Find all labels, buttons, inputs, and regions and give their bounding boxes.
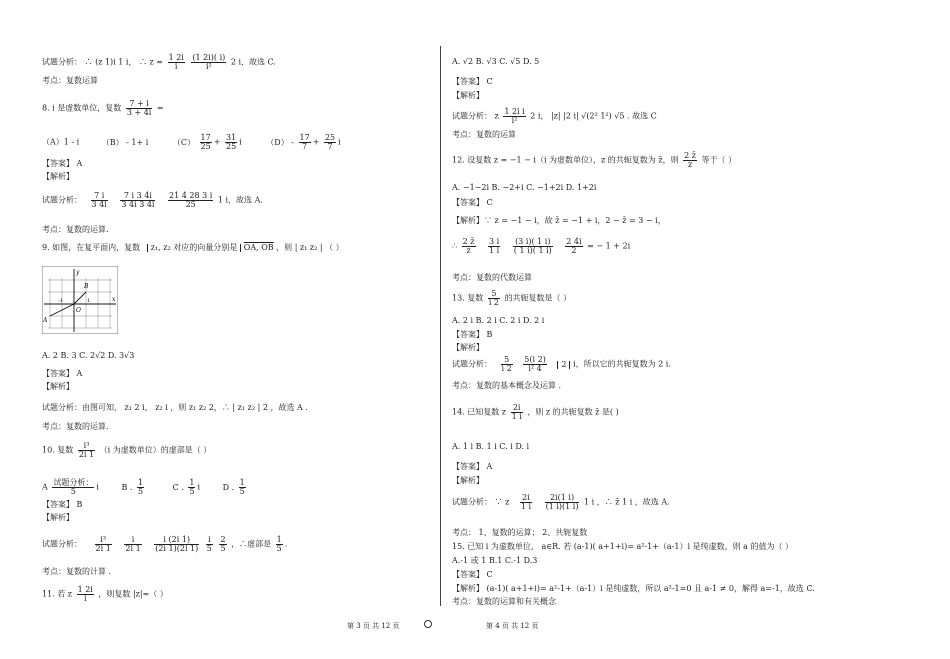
den: 5 xyxy=(239,487,245,496)
text: 2 i，故选 C. xyxy=(230,57,276,67)
text: . xyxy=(284,539,288,549)
num: (3 i)( 1 i) xyxy=(513,238,553,247)
q10-options xyxy=(42,479,248,496)
text: z₁, z₂ 对应的向量分别是 xyxy=(147,244,241,252)
num: 2i xyxy=(520,494,532,503)
text: ，则复数 |z|=（ ） xyxy=(98,589,168,599)
den: i 2 xyxy=(501,364,512,373)
graph-label: B xyxy=(84,283,89,290)
graph-label: A xyxy=(43,317,48,324)
fraction xyxy=(513,238,553,255)
den: i xyxy=(83,594,87,603)
num: 17 xyxy=(200,133,211,142)
num: 3 i xyxy=(489,237,500,246)
q9-options: A. 2 B. 3 C. 2√2 D. 3√3 xyxy=(42,351,135,360)
page-footer-right: 第 4 页 共 12 页 xyxy=(486,622,539,630)
kaodian: 考点：复数的代数运算 xyxy=(452,273,532,282)
q11-stem xyxy=(42,586,168,603)
den: i² 4 xyxy=(528,364,542,373)
text: 8. i 是虚数单位，复数 xyxy=(42,103,122,113)
den: 3 4i xyxy=(91,200,107,209)
num: 1 2i xyxy=(168,53,184,62)
fraction xyxy=(488,290,500,307)
den: 25 xyxy=(225,142,237,151)
q9-analysis: 试题分析：由图可知， z₁ 2 i， z₂ i ，则 z₁ z₂ 2，∴ | z₁ z₂ | 2 ，故选 A . xyxy=(42,403,308,412)
num: 2i(1 i) xyxy=(545,494,580,503)
num: 7 i 3 4i xyxy=(120,192,155,201)
kaodian: 考点：复数的运算 xyxy=(452,130,516,139)
fraction xyxy=(168,54,185,71)
num: (1 2i)( i) xyxy=(192,53,226,62)
text: 等于（ ） xyxy=(701,155,737,165)
num: 1 2i i xyxy=(504,107,525,116)
fraction xyxy=(324,134,336,151)
analysis-label: 【解析】 xyxy=(42,513,74,522)
num: 1 xyxy=(137,478,144,487)
kaodian: 考点：复数的运算和有关概念 xyxy=(452,597,556,606)
num: 试题分析： xyxy=(53,478,94,487)
graph-label: y xyxy=(76,269,80,276)
q12-stem xyxy=(452,152,736,169)
graph-label: -1 xyxy=(58,298,63,304)
q15-options: A.-1 或 1 B.1 C.-1 D.3 xyxy=(452,556,538,565)
num: 31 xyxy=(225,133,237,142)
fraction xyxy=(488,238,500,255)
den: 25 xyxy=(185,200,196,209)
text: 2 i， |z| |2 i| √(2² 1²) √5 . 故选 C xyxy=(530,111,657,121)
den: i 2 xyxy=(488,298,500,307)
fraction xyxy=(95,536,112,553)
grid-graph xyxy=(42,266,118,334)
answer: 【答案】 C xyxy=(452,570,493,579)
num: 17 xyxy=(299,133,310,142)
fraction xyxy=(120,192,155,209)
fraction xyxy=(683,152,697,169)
num: 5 xyxy=(488,290,500,299)
fraction xyxy=(191,54,226,71)
text: 试题分析： xyxy=(452,359,492,369)
text: 10. 复数 xyxy=(42,445,74,455)
num: i xyxy=(124,536,141,545)
num: 2 z̄ xyxy=(684,151,696,160)
page-footer-left: 第 3 页 共 12 页 xyxy=(347,622,400,630)
fraction xyxy=(501,356,513,373)
text: （i 为虚数单位）的虚部是（ ） xyxy=(99,445,212,455)
text: ∴ xyxy=(452,241,458,251)
num: 2i xyxy=(511,404,523,413)
den: (2i 1)(2i 1) xyxy=(155,544,199,553)
text: 1 i，故选 A. xyxy=(217,195,263,205)
text: 14. 已知复数 z xyxy=(452,407,507,417)
den: 25 xyxy=(200,142,211,151)
analysis-label: 【解析】 xyxy=(452,91,484,100)
kaodian: 考点：复数的计算 . xyxy=(42,567,112,576)
den: 2i 1 xyxy=(125,544,141,553)
graph-label: O xyxy=(76,307,81,314)
kaodian: 考点：复数的基本概念及运算 . xyxy=(452,381,562,390)
fraction xyxy=(137,479,144,496)
fraction xyxy=(168,192,213,209)
text: 11. 若 z xyxy=(42,589,73,599)
answer: 【答案】 A xyxy=(42,159,83,168)
q8-analysis xyxy=(42,192,263,209)
num: 1 xyxy=(239,478,245,487)
num: 1 xyxy=(189,478,195,487)
fraction xyxy=(239,479,246,496)
text: 试题分析： z xyxy=(452,111,499,121)
fraction xyxy=(206,536,213,553)
num: i (2i 1) xyxy=(154,536,199,545)
text: 9. 如图，在复平面内，复数 xyxy=(42,243,141,252)
fraction xyxy=(503,108,525,125)
den: 5 xyxy=(276,544,282,553)
fraction xyxy=(52,479,94,496)
den: 7 xyxy=(302,142,308,151)
den: (1 i)(1 i) xyxy=(545,502,579,511)
den: 5 xyxy=(137,487,144,496)
den: ( 1 i)( 1 i) xyxy=(513,246,552,255)
den: 2i 1 xyxy=(78,450,95,459)
q15-analysis: 【解析】 (a-1)( a+1+i)= a²-1+（a-1）i 是纯虚数，所以 a²-1=0 且 a-1 ≠ 0，解得 a=-1，故选 C. xyxy=(452,584,815,593)
text: 试题分析： xyxy=(42,539,82,549)
q12-analysis: 【解析】∵ z = −1 − i，故 z̄ = −1 + i，2 − z̄ = 3 − i， xyxy=(452,216,666,225)
text: ，则 | z₁ z₂ | （ ） xyxy=(276,243,344,252)
q10-analysis xyxy=(42,536,287,553)
text: i xyxy=(197,482,201,492)
q13-options: A. 2 i B. 2 i C. 2 i D. 2 i xyxy=(452,316,545,325)
fraction xyxy=(78,442,95,459)
graph-label: 1 xyxy=(87,298,91,304)
column-divider xyxy=(440,46,441,606)
answer: 【答案】 A xyxy=(452,462,493,471)
q9-stem xyxy=(42,244,344,252)
num: i³ xyxy=(78,442,95,451)
text: = xyxy=(156,103,164,113)
q14-stem xyxy=(452,404,619,421)
fraction xyxy=(188,479,195,496)
text: ，则 z 的共轭复数 z̄ 是( ) xyxy=(527,407,619,417)
fraction xyxy=(511,404,523,421)
answer: 【答案】 C xyxy=(452,77,493,86)
den: z xyxy=(466,246,471,255)
num: i xyxy=(206,536,213,545)
q13-stem xyxy=(452,290,571,307)
q14-options: A. 1 i B. 1 i C. i D. i xyxy=(452,442,530,451)
option-c: C . xyxy=(172,482,184,492)
text: i，所以它的共轭复数为 2 i. xyxy=(573,359,671,369)
option-b: （B） - 1+ i xyxy=(101,137,149,147)
q8-stem xyxy=(42,100,164,117)
fraction xyxy=(200,134,212,151)
line-analysis xyxy=(42,54,276,71)
num: 7 i xyxy=(91,192,108,201)
text: i xyxy=(338,137,341,147)
fraction xyxy=(219,536,226,553)
answer: 【答案】 A xyxy=(42,369,83,378)
complex-plane-figure xyxy=(42,266,118,334)
answer: 【答案】 C xyxy=(452,198,493,207)
analysis-label: 【解析】 xyxy=(42,172,74,181)
graph-label: x xyxy=(112,296,116,303)
text: 的共轭复数是（ ） xyxy=(504,293,572,303)
center-circle-icon xyxy=(424,620,432,628)
option-a: （A）1 - i xyxy=(42,137,80,147)
answer: 【答案】 B xyxy=(452,330,493,339)
kaodian: 考点：复数的运算. xyxy=(42,422,109,431)
fraction xyxy=(276,536,283,553)
fraction xyxy=(520,494,532,511)
kaodian: 考点：复数的运算. xyxy=(42,225,109,234)
fraction xyxy=(545,494,580,511)
text: 1 i ，∴ z̄ 1 i ，故选 A. xyxy=(584,497,670,507)
text: 试题分析： ∵ z xyxy=(452,497,510,507)
text: i xyxy=(96,482,99,492)
den: i² xyxy=(205,62,212,71)
q11-analysis xyxy=(452,108,657,125)
num: i³ xyxy=(95,536,112,545)
den: z xyxy=(687,160,693,169)
fraction xyxy=(154,536,199,553)
text: 试题分析： xyxy=(42,195,82,205)
fraction xyxy=(91,192,108,209)
option-a: A xyxy=(42,482,48,492)
fraction xyxy=(77,586,94,603)
q10-stem xyxy=(42,442,211,459)
num: 5 xyxy=(501,356,513,365)
num: 7 + i xyxy=(126,100,153,109)
fraction xyxy=(565,238,582,255)
den: i xyxy=(174,62,178,71)
num: 2 4i xyxy=(566,237,582,246)
den: 1 i xyxy=(520,502,532,511)
den: 5 xyxy=(220,544,226,553)
den: 2i 1 xyxy=(95,544,111,553)
vector-label: OA, OB xyxy=(243,243,274,252)
fraction xyxy=(225,134,237,151)
answer: 【答案】 B xyxy=(42,500,83,509)
option-d: （D） - xyxy=(266,137,294,147)
fraction xyxy=(124,536,141,553)
q15-stem: 15. 已知 i 为虚数单位， a∈R. 若 (a-1)( a+1+i)= a²-1+（a-1）i 是纯虚数，则 a 的值为（ ） xyxy=(452,542,793,551)
option-d: D . xyxy=(222,482,235,492)
q14-analysis xyxy=(452,494,670,511)
q13-analysis xyxy=(452,356,671,373)
q12-analysis-2 xyxy=(452,238,630,255)
analysis-label: 【解析】 xyxy=(42,382,74,391)
fraction xyxy=(462,238,476,255)
den: 7 xyxy=(327,142,333,151)
den: 5 xyxy=(189,487,195,496)
text: ，∴虚部是 xyxy=(231,539,272,549)
kaodian: 考点：复数运算 xyxy=(42,76,98,85)
q12-options: A. −1−2i B. −2+i C. −1+2i D. 1+2i xyxy=(452,183,597,192)
text: = − 1 + 2i xyxy=(587,241,631,251)
option-b: B . xyxy=(121,482,133,492)
text: 12. 设复数 z = −1 − i（i 为虚数单位），z 的共轭复数为 z̄，则 xyxy=(452,155,679,165)
den: 3 4i 3 4i xyxy=(121,200,155,209)
den: 1 i xyxy=(511,412,522,421)
num: 25 xyxy=(324,133,336,142)
den: 5 xyxy=(206,544,212,553)
text: 2 xyxy=(557,361,570,369)
text: 13. 复数 xyxy=(452,293,484,303)
text: 试题分析： ∴ (z 1)i 1 i， ∴ z = xyxy=(42,57,164,67)
num: 5(i 2) xyxy=(524,355,546,364)
num: 1 xyxy=(276,535,282,544)
fraction xyxy=(299,134,311,151)
option-c: （C） xyxy=(172,137,195,147)
num: 2 xyxy=(220,535,226,544)
analysis-label: 【解析】 xyxy=(452,343,484,352)
text: i xyxy=(239,137,242,147)
den: 3 + 4i xyxy=(126,108,152,117)
q11-options: A. √2 B. √3 C. √5 D. 5 xyxy=(452,57,540,66)
den: i² xyxy=(511,116,518,125)
kaodian: 考点： 1、复数的运算； 2、共轭复数 xyxy=(452,528,588,537)
analysis-label: 【解析】 xyxy=(452,476,484,485)
den: 2 xyxy=(571,246,577,255)
num: 2 z̄ xyxy=(462,237,475,246)
den: 1 i xyxy=(489,246,500,255)
fraction xyxy=(523,356,547,373)
q8-options: （A）1 - i （B） - 1+ i （C） $\frac{17}{25}$ + $\frac{31}{25}$ i （D） - $\frac{17}{7}$ + $\frac{25}{7}$ i xyxy=(42,133,341,151)
fraction xyxy=(126,100,153,117)
num: 1 2i xyxy=(77,585,93,594)
num: 21 4 28 3 i xyxy=(169,191,213,200)
den: 5 xyxy=(70,487,76,496)
